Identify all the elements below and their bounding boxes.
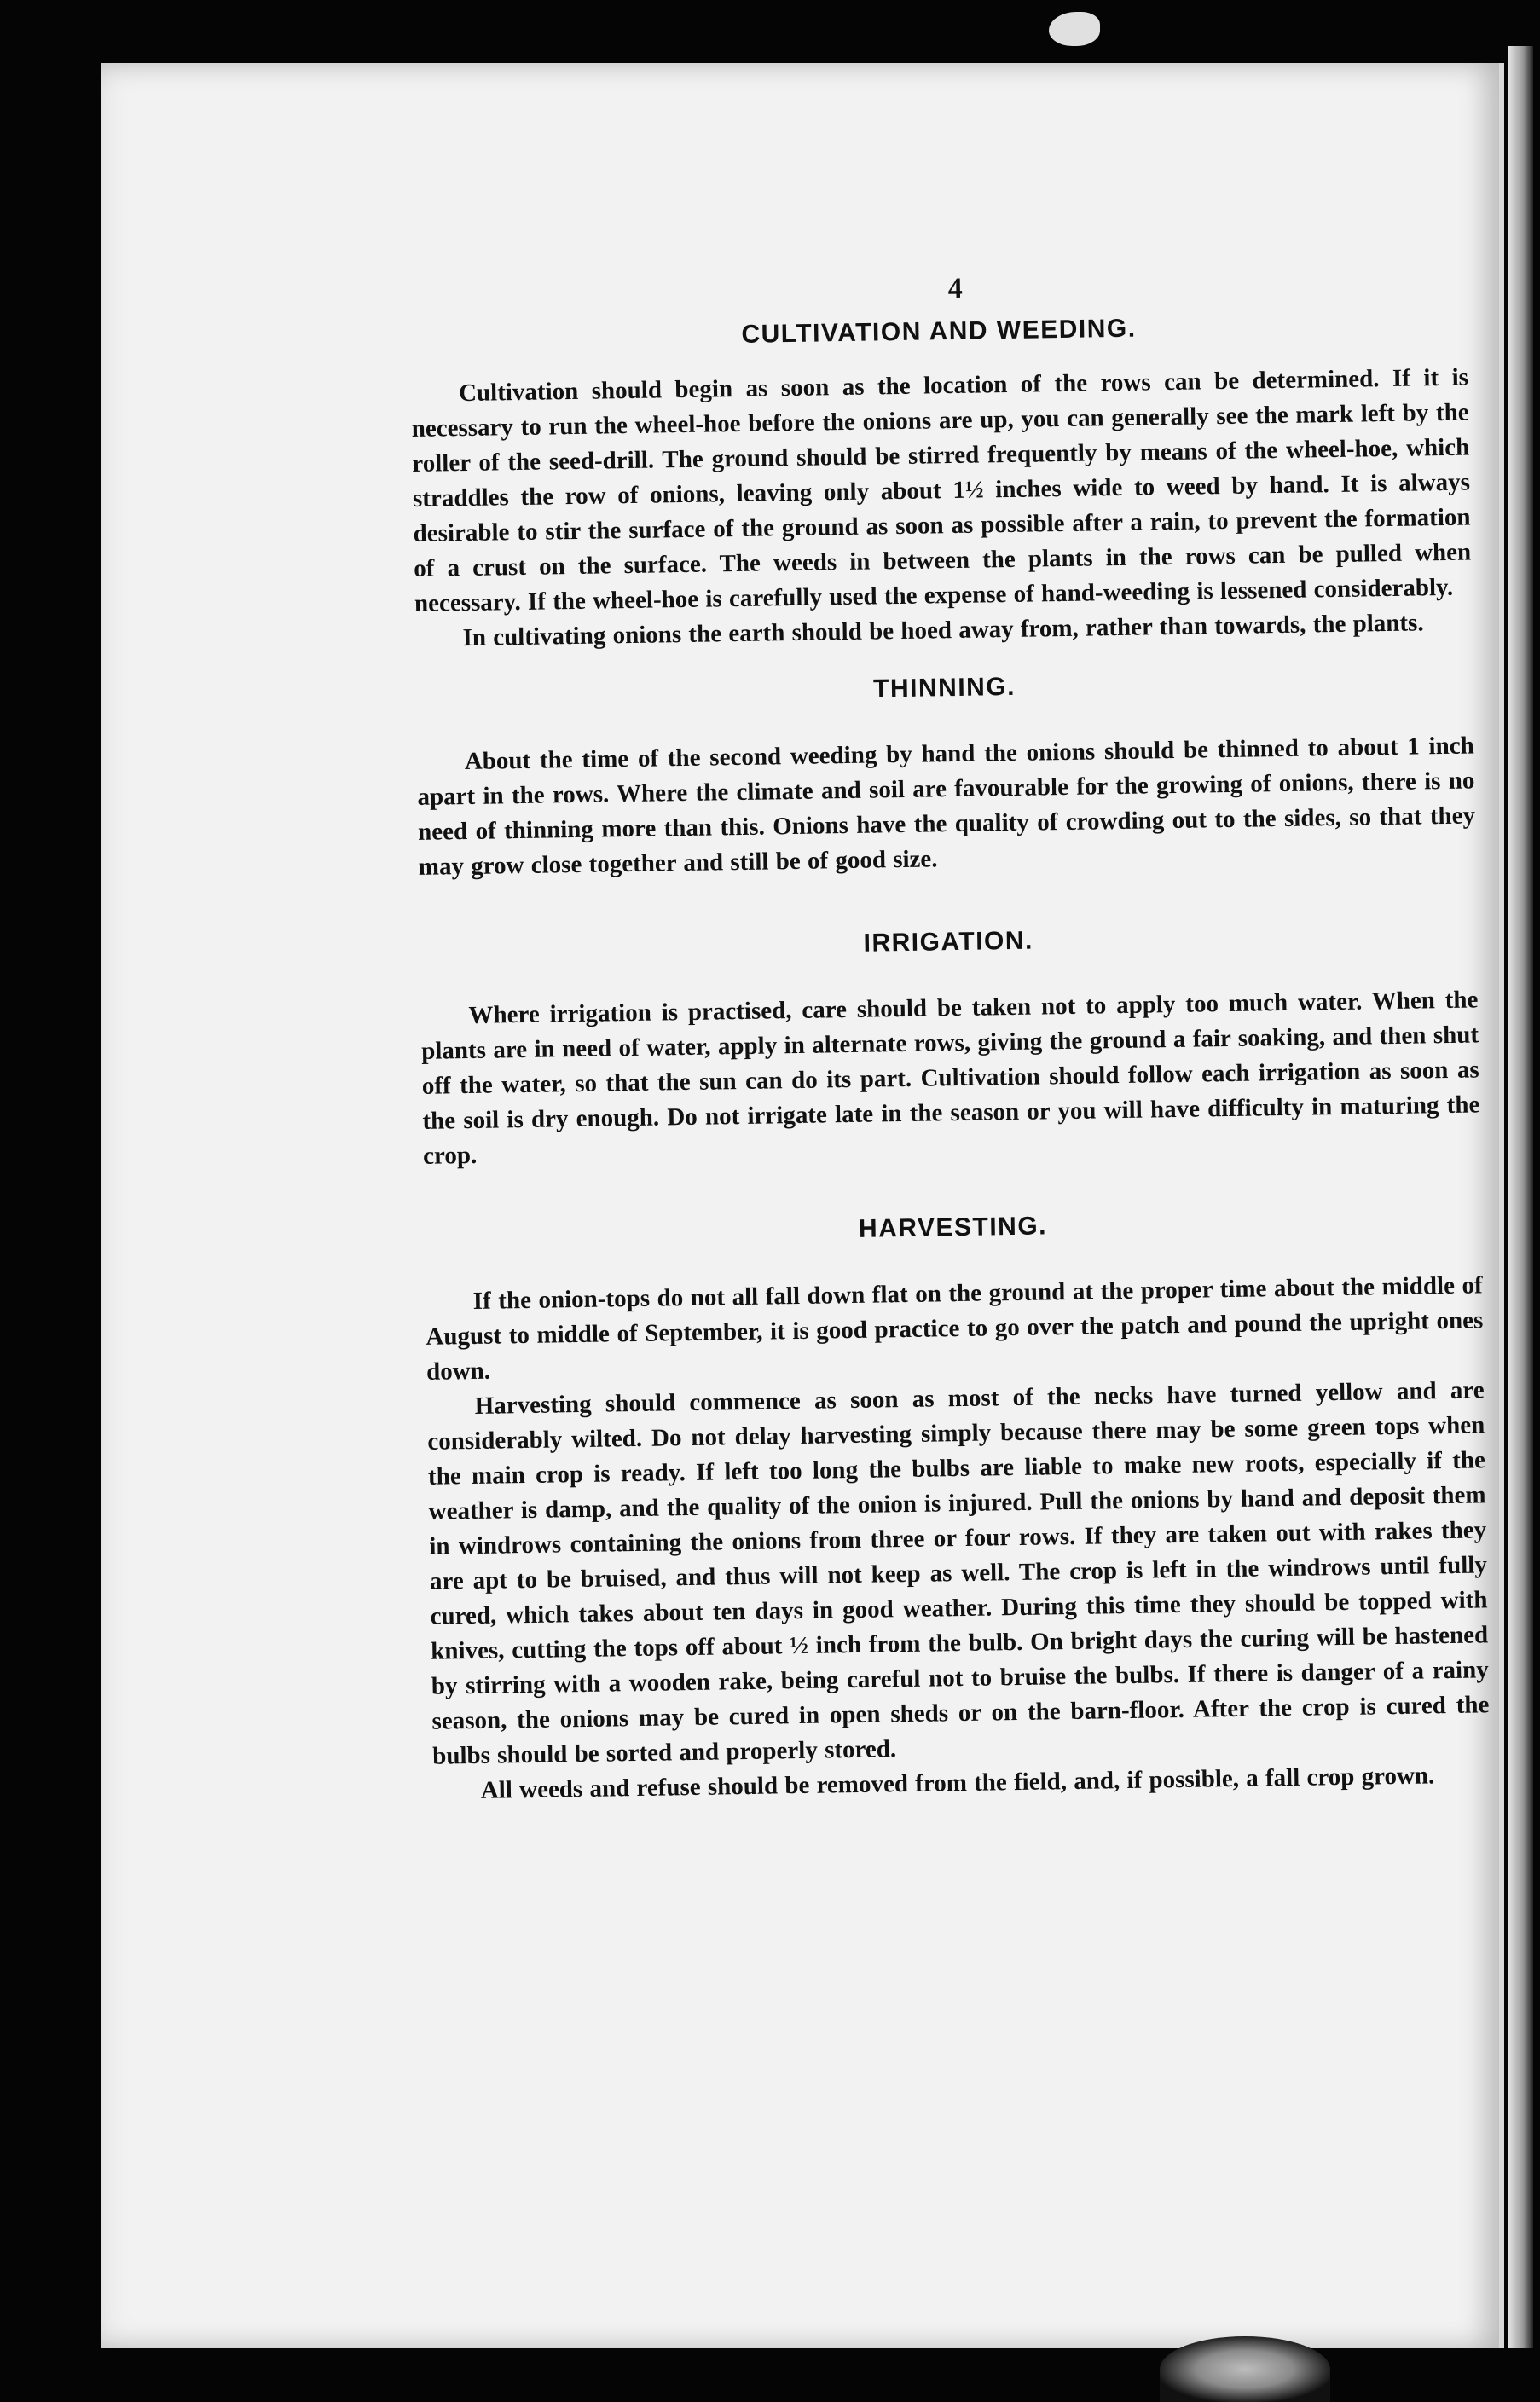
section-harvesting: [424, 1205, 1491, 1809]
paragraph: About the time of the second weeding by hand the onions should be thinned to about 1 inch apart in the rows. Where the climate and soil are favourable for the growing of onions, there is no need of thinning more than this. Onions have the quality of crowding out to the sides, so that they may grow close together and still be of good size.: [417, 732, 1476, 881]
paragraph: In cultivating onions the earth should be hoed away from, rather than towards, the plants.: [462, 609, 1424, 652]
paragraph: Cultivation should begin as soon as the location of the rows can be determined. If it is necessary to run the wheel-hoe before the onions are up, you can generally see the mark left by the roller of the seed-drill. The ground should be stirred frequently by means of the wheel-hoe, which straddles the row of onions, leaving only about 1½ inches wide to weed by hand. It is always desirable to stir the surface of the ground as soon as possible after a rain, to prevent the formation of a crust on the surface. The weeds in between the plants in the rows can be pulled when necessary. If the wheel-hoe is carefully used the expense of hand-weeding is lessened considerably.: [411, 363, 1472, 617]
paragraph: Where irrigation is practised, care should be taken not to apply too much water. When the plants are in need of water, apply in alternate rows, giving the ground a fair soaking, and then shut off the water, so that the sun can do its part. Cultivation should follow each irrigation as soon as the soil is dry enough. Do not irrigate late in the season or you will have difficulty in maturing the crop.: [420, 986, 1480, 1170]
paragraph: All weeds and refuse should be removed from the field, and, if possible, a fall crop grown.: [480, 1762, 1435, 1804]
section-heading: HARVESTING.: [858, 1212, 1048, 1243]
scan-artifact: [1049, 12, 1100, 46]
scan-artifact: [1160, 2336, 1330, 2402]
section-cultivation-and-weeding: [410, 310, 1473, 657]
section-irrigation: [420, 919, 1480, 1173]
section-thinning: [415, 665, 1476, 884]
paragraph: Harvesting should commence as soon as most of the necks have turned yellow and are considerably wilted. Do not delay harvesting simply because there may be some green tops when the main crop is ready. If left too long the bulbs are liable to make new roots, especially if the weather is damp, and the quality of the onion is injured. Pull the onions by hand and deposit them in windrows containing the onions from three or four rows. If they are taken out with rakes they are apt to be bruised, and thus will not keep as well. The crop is left in the windrows until fully cured, which takes about ten days in good weather. During this time they should be topped with knives, cutting the tops off about ½ inch from the bulb. On bright days the curing will be hastened by stirring with a wooden rake, being careful not to bruise the bulbs. If there is danger of a rainy season, the onions may be cured in open sheds or on the barn-floor. After the crop is cured the bulbs should be sorted and properly stored.: [427, 1376, 1490, 1770]
page-content: [409, 265, 1491, 1809]
page-number: 4: [947, 272, 964, 305]
paragraph: If the onion-tops do not all fall down flat on the ground at the proper time about the middle of August to middle of September, it is good practice to go over the patch and pound the upright ones down.: [426, 1271, 1484, 1386]
section-heading: THINNING.: [872, 672, 1016, 703]
section-heading: IRRIGATION.: [863, 926, 1034, 958]
section-heading: CULTIVATION AND WEEDING.: [741, 314, 1137, 349]
page-edge-shadow: [1508, 46, 1533, 2348]
